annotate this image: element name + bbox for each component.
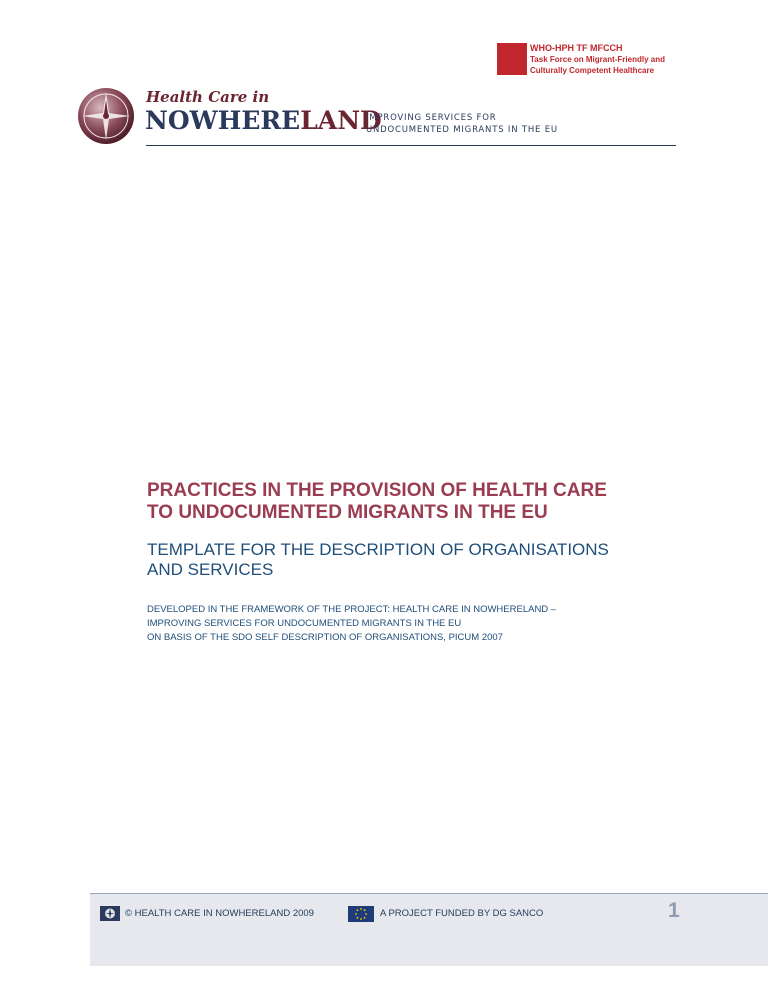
who-red-square — [497, 43, 527, 75]
document-title — [147, 480, 667, 524]
title-line2: TO UNDOCUMENTED MIGRANTS IN THE EU — [147, 502, 548, 523]
brand-name-part1: NOWHERE — [145, 106, 301, 135]
brand-name — [145, 106, 382, 135]
notes-line1: DEVELOPED IN THE FRAMEWORK OF THE PROJECT: HEALTH CARE IN NOWHERELAND – — [147, 604, 557, 615]
tagline-line1: IMPROVING SERVICES FOR — [366, 113, 497, 123]
subtitle-line2: AND SERVICES — [147, 560, 274, 579]
brand-top-line: Health Care in — [146, 88, 270, 106]
title-line1: PRACTICES IN THE PROVISION OF HEALTH CARE — [147, 480, 607, 501]
who-logo-line2: Culturally Competent Healthcare — [530, 66, 655, 75]
who-hph-logo — [497, 43, 677, 75]
tagline-line2: UNDOCUMENTED MIGRANTS IN THE EU — [366, 125, 558, 135]
subtitle-line1: TEMPLATE FOR THE DESCRIPTION OF ORGANISATIONS — [147, 540, 609, 559]
page-number: 1 — [668, 899, 680, 922]
nowhereland-mini-icon — [100, 906, 120, 921]
document-notes — [147, 603, 687, 645]
who-logo-text — [530, 43, 665, 76]
brand-name-part2: LAND — [300, 106, 382, 135]
who-logo-line1: Task Force on Migrant-Friendly and — [530, 55, 665, 64]
notes-line2: IMPROVING SERVICES FOR UNDOCUMENTED MIGRANTS IN THE EU — [147, 618, 462, 629]
compass-rose-icon — [76, 86, 136, 146]
brand-tagline — [366, 112, 558, 136]
notes-line3: ON BASIS OF THE SDO SELF DESCRIPTION OF ORGANISATIONS, PICUM 2007 — [147, 632, 503, 643]
who-logo-title: WHO-HPH TF MFCCH — [530, 43, 623, 53]
footer-copyright: © HEALTH CARE IN NOWHERELAND 2009 — [125, 908, 314, 919]
header-divider — [146, 145, 676, 146]
footer-funding: A PROJECT FUNDED BY DG SANCO — [380, 908, 544, 919]
eu-flag-icon — [348, 906, 374, 922]
page-footer — [90, 893, 768, 966]
document-subtitle — [147, 540, 667, 580]
